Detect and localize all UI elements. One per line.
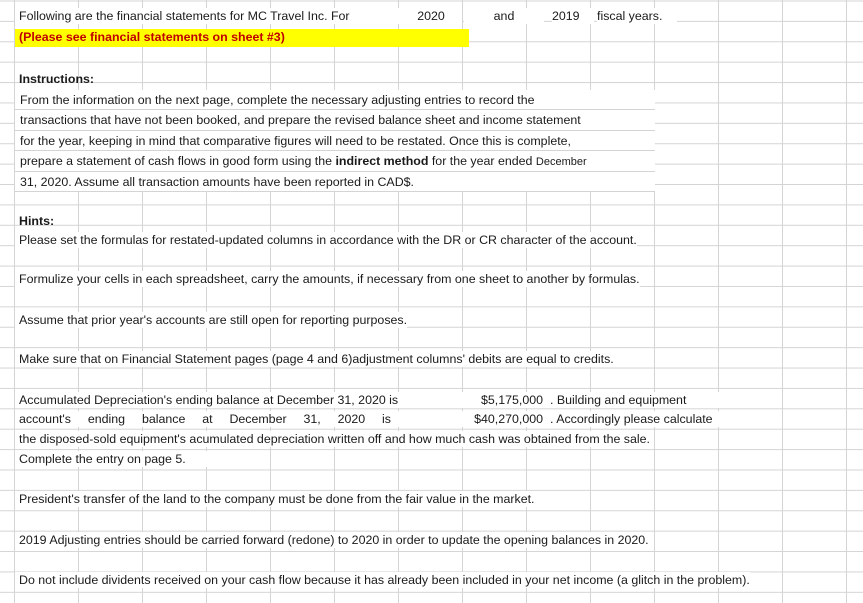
hint-prior-year-cell[interactable] (15, 312, 407, 328)
building-balance-word: is (382, 412, 391, 426)
accordingly-text: . Accordingly please calculate (550, 412, 713, 426)
intro-text-cell[interactable] (15, 8, 401, 24)
fiscal-years-cell[interactable] (597, 8, 677, 24)
building-balance-word: account's (19, 412, 71, 426)
hint-land-transfer-text: President's transfer of the land to the company must be done from the fair value in the market. (19, 492, 535, 506)
intro-text: Following are the financial statements for MC Travel Inc. For (19, 9, 350, 23)
acc-dep-label: Accumulated Depreciation's ending balance at December 31, 2020 is (19, 393, 399, 407)
hint-formulize-text: Formulize your cells in each spreadsheet, carry the amounts, if necessary from one sheet to another by formulas. (19, 272, 640, 286)
instructions-line-4-pre: prepare a statement of cash flows in good form using the (20, 154, 333, 169)
complete-entry-text: Complete the entry on page 5. (19, 452, 186, 466)
and-text: and (493, 9, 515, 23)
hints-heading: Hints: (19, 214, 55, 228)
hint-debits-credits-cell[interactable] (15, 351, 614, 367)
instructions-line-3: for the year, keeping in mind that comparative figures will need to be restated. Once this is complete, (15, 131, 655, 151)
building-balance-amount-cell[interactable] (463, 411, 547, 427)
hint-formulas-cell[interactable] (15, 232, 637, 248)
hint-prior-year-text: Assume that prior year's accounts are still open for reporting purposes. (19, 313, 408, 327)
instructions-heading: Instructions: (19, 72, 95, 86)
and-cell[interactable] (464, 8, 544, 24)
hint-dividends-cell[interactable] (15, 572, 750, 588)
december-text: December (535, 156, 587, 169)
hint-dividends-text: Do not include dividents received on your cash flow because it has already been included in your net income (a glitch in the problem). (19, 573, 750, 587)
sheet-reference-text: (Please see financial statements on sheet #3) (19, 30, 285, 44)
hint-debits-credits-text: Make sure that on Financial Statement pages (page 4 and 6)adjustment columns' debits are equal to credits. (19, 352, 614, 366)
disposed-equipment-cell[interactable] (15, 431, 650, 447)
building-balance-label (19, 411, 391, 427)
hint-formulas-text: Please set the formulas for restated-updated columns in accordance with the DR or CR character of the account. (19, 233, 637, 247)
building-balance-word: December (229, 412, 287, 426)
building-balance-word: ending (87, 412, 126, 426)
building-balance-word: 31, (303, 412, 321, 426)
year1-value: 2020 (417, 9, 445, 23)
sheet-reference-cell[interactable] (15, 29, 469, 47)
building-balance-word: 2020 (337, 412, 366, 426)
instructions-line-2: transactions that have not been booked, and prepare the revised balance sheet and income statement (15, 110, 655, 130)
instructions-line-5: 31, 2020. Assume all transaction amounts have been reported in CAD$. (15, 172, 655, 192)
building-balance-word: at (202, 412, 213, 426)
disposed-equipment-text: the disposed-sold equipment's acumulated depreciation written off and how much cash was obtained from the sale. (19, 432, 650, 446)
hint-land-transfer-cell[interactable] (15, 491, 534, 507)
hint-2019-adjusting-cell[interactable] (15, 532, 649, 548)
year1-cell[interactable] (400, 8, 462, 24)
hint-2019-adjusting-text: 2019 Adjusting entries should be carried forward (redone) to 2020 in order to update the opening balances in 2020. (19, 533, 649, 547)
building-balance-word: balance (141, 412, 186, 426)
building-equipment-cell[interactable] (548, 392, 730, 408)
building-balance-amount: $40,270,000 (474, 412, 543, 426)
building-equipment-text: . Building and equipment (550, 393, 687, 407)
year2-cell[interactable] (552, 8, 594, 24)
indirect-method-text: indirect method (335, 154, 429, 169)
acc-dep-label-cell[interactable] (15, 392, 465, 408)
instructions-line-4 (15, 151, 655, 171)
hint-formulize-cell[interactable] (15, 271, 640, 287)
complete-entry-cell[interactable] (15, 451, 209, 467)
fiscal-years-text: fiscal years. (597, 9, 663, 23)
year2-value: 2019 (552, 9, 580, 23)
acc-dep-amount-cell[interactable] (463, 392, 547, 408)
instructions-line-1: From the information on the next page, complete the necessary adjusting entries to record the (15, 90, 655, 110)
acc-dep-amount: $5,175,000 (480, 393, 543, 407)
instructions-line-4-post: for the year ended (431, 154, 533, 169)
building-balance-label-cell[interactable] (15, 411, 465, 427)
accordingly-cell[interactable] (548, 411, 750, 427)
instructions-paragraph[interactable] (14, 90, 655, 192)
